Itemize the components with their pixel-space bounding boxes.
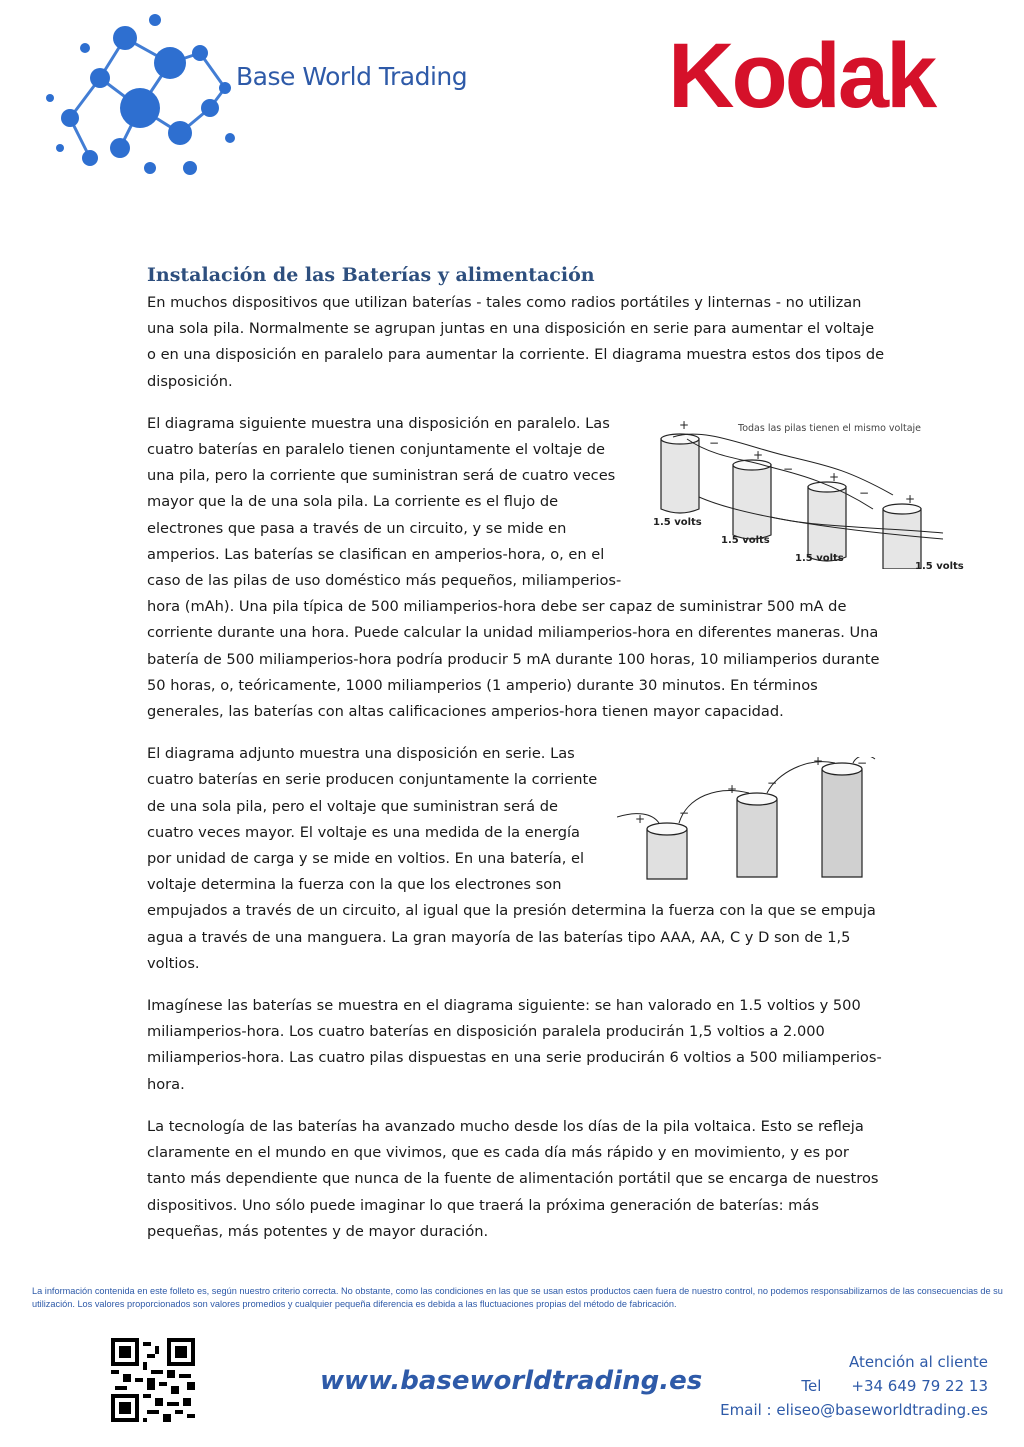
battery-1-label: 1.5 volts [653, 516, 702, 528]
svg-text:−: − [767, 776, 778, 791]
battery-3-label: 1.5 volts [795, 552, 844, 564]
svg-text:+: + [905, 491, 916, 506]
svg-text:+: + [727, 782, 738, 797]
molecule-network-logo-icon [30, 8, 250, 188]
phone-label: Tel [801, 1377, 822, 1395]
svg-text:+: + [679, 417, 690, 432]
svg-text:−: − [679, 806, 690, 821]
svg-text:+: + [753, 447, 764, 462]
phone-number[interactable]: +34 649 79 22 13 [851, 1377, 988, 1395]
article-title: Instalación de las Baterías y alimentación [147, 264, 595, 286]
svg-text:−: − [859, 485, 870, 500]
svg-text:+: + [813, 757, 824, 769]
series-batteries-diagram [617, 757, 887, 882]
website-link[interactable]: www.baseworldtrading.es [320, 1366, 703, 1396]
paragraph-series: El diagrama adjunto muestra una disposición en serie. Las cuatro baterías en serie producen conjuntamente la corriente de una sola pila, pero el voltaje que suministran será de cuatro veces mayor. El voltaje es una medida de la energía por unidad de carga y se mide en voltios. En una batería, el voltaje determina la fuerza con la que los electrones son empujados a través de un circuito, al igual que la presión determina la fuerza con la que se empuja agua a través de una manguera. La gran mayoría de las baterías tipo AAA, AA, C y D son de 1,5 voltios. [147, 745, 876, 972]
paragraph-conclusion: La tecnología de las baterías ha avanzado mucho desde los días de la pila voltaica. Esto se refleja claramente en el mundo en que vivimos, que es cada día más rápido y en movimiento, y es por tanto más dependiente que nunca de la fuente de alimentación portátil que se encarga de nuestros dispositivos. Uno sólo puede imaginar lo que traerá la próxima generación de baterías: más pequeñas, más potentes y de mayor duración. [147, 1117, 879, 1240]
svg-text:−: − [857, 757, 868, 771]
battery-4-label: 1.5 volts [915, 560, 964, 569]
brand-logo: Kodak [668, 25, 935, 127]
qr-code-icon [111, 1338, 195, 1422]
paragraph-parallel: El diagrama siguiente muestra una disposición en paralelo. Las cuatro baterías en paralelo tienen conjuntamente el voltaje de una pila, pero la corriente que suministran será de cuatro veces mayor que la de una sola pila. La corriente es el flujo de electrones que pasa a través de un circuito, y se mide en amperios. Las baterías se clasifican en amperios-hora, o, en el caso de las pilas de uso doméstico más pequeños, miliamperios-hora (mAh). Una pila típica de 500 miliamperios-hora debe ser capaz de suministrar 500 mA de corriente durante una hora. Puede calcular la unidad miliamperios-hora en diferentes maneras. Una batería de 500 miliamperios-hora podría producir 5 mA durante 100 horas, 10 miliamperios durante 50 horas, o, teóricamente, 1000 miliamperios (1 amperio) durante 30 minutos. En términos generales, las baterías con altas calificaciones amperios-hora tienen mayor capacidad. [147, 414, 880, 721]
article [147, 262, 964, 1261]
contact-title: Atención al cliente [848, 1353, 988, 1371]
paragraph-example: Imagínese las baterías se muestra en el diagrama siguiente: se han valorado en 1.5 voltios y 500 miliamperios-hora. Los cuatro baterías en disposición paralela producirán 1,5 voltios a 2.000 miliamperios-hora. Las cuatro pilas dispuestas en una serie producirán 6 voltios a 500 miliamperios-hora. [147, 997, 882, 1093]
svg-text:+: + [829, 469, 840, 484]
phone-row [720, 1374, 988, 1398]
diagram-caption: Todas las pilas tienen el mismo voltaje [738, 422, 922, 434]
company-name: Base World Trading [236, 62, 468, 91]
disclaimer: La información contenida en este folleto es, según nuestro criterio correcta. No obstante, como las condiciones en las que se usan estos productos caen fuera de nuestro control, no podemos responsabilizarnos de las consecuencias de su utilización. Los valores proporcionados son valores promedios y cualquier pequeña diferencia es debida a las fluctuaciones propias del método de fabricación. [32, 1286, 1003, 1309]
email-link[interactable]: Email : eliseo@baseworldtrading.es [720, 1401, 988, 1419]
company-logo [30, 8, 250, 188]
parallel-batteries-diagram [643, 417, 973, 569]
svg-text:−: − [783, 461, 794, 476]
contact-block [720, 1350, 988, 1422]
paragraph-intro: En muchos dispositivos que utilizan baterías - tales como radios portátiles y linternas - no utilizan una sola pila. Normalmente se agrupan juntas en una disposición en serie para aumentar el voltaje o en una disposición en paralelo para aumentar la corriente. El diagrama muestra estos dos tipos de disposición. [147, 294, 885, 390]
svg-text:−: − [709, 435, 720, 450]
battery-2-label: 1.5 volts [721, 534, 770, 546]
svg-text:+: + [635, 812, 646, 827]
